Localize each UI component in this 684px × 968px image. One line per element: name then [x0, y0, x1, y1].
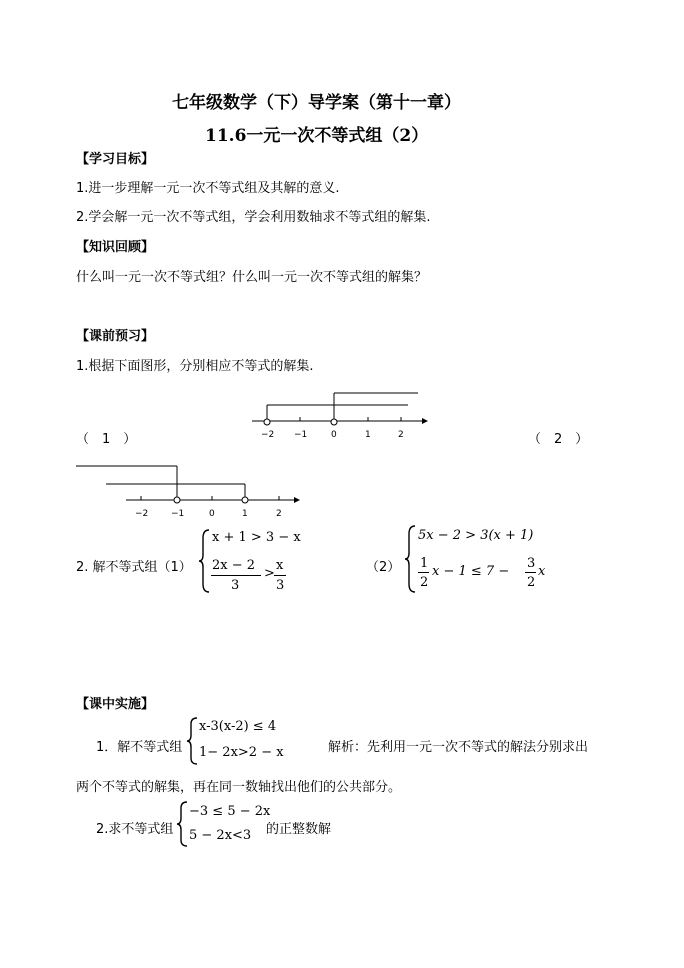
- number-line-figure-2: [76, 460, 306, 520]
- brace-icon: [404, 524, 416, 594]
- inclass-system1-line1: x-3(x-2) ≤ 4: [199, 719, 277, 734]
- inclass-question-2-prefix: 2.求不等式组: [96, 822, 174, 837]
- brace-icon: [176, 800, 188, 848]
- system2-line2-x: x: [538, 564, 546, 579]
- system2-frac-den: 2: [420, 575, 429, 590]
- figure-label-2: （ 2 ）: [528, 432, 589, 447]
- number-line-figure-1: [250, 385, 430, 445]
- axis1-tick-label: −2: [261, 430, 275, 440]
- inclass-heading: 【课中实施】: [76, 697, 155, 712]
- inclass-question-1-prefix: 1．解不等式组: [96, 740, 183, 755]
- system1-line1: x + 1 > 3 − x: [212, 530, 301, 545]
- system2-frac2-den: 2: [527, 575, 536, 590]
- system2-frac2-num: 3: [527, 556, 536, 571]
- axis2-tick-label: 1: [242, 509, 248, 519]
- inclass-hint: 解析：先利用一元一次不等式的解法分别求出: [328, 740, 589, 755]
- objective-item-1: 1.进一步理解一元一次不等式组及其解的意义.: [76, 181, 340, 196]
- axis2-tick-label: 0: [209, 509, 215, 519]
- system1-frac2-den: 3: [276, 578, 285, 593]
- inclass-system2-line1: −3 ≤ 5 − 2x: [189, 804, 271, 819]
- figure-label-1: （ 1 ）: [76, 432, 137, 447]
- system2-frac-num: 1: [420, 556, 429, 571]
- brace-icon: [186, 716, 198, 766]
- system2-line2-mid: x − 1 ≤ 7 −: [432, 564, 510, 579]
- inclass-system1-line2: 1− 2x>2 − x: [199, 745, 284, 760]
- system1-gt: >: [264, 566, 275, 581]
- system1-frac-num: 2x − 2: [212, 558, 256, 573]
- axis1-tick-label: 0: [331, 430, 337, 440]
- fraction-bar: [274, 575, 286, 576]
- axis1-tick-label: 2: [398, 430, 404, 440]
- objectives-heading: 【学习目标】: [76, 152, 155, 167]
- axis2-tick-label: 2: [276, 509, 282, 519]
- system2-line1: 5x − 2 > 3(x + 1): [418, 528, 534, 543]
- review-question: 什么叫一元一次不等式组？什么叫一元一次不等式组的解集？: [76, 270, 428, 285]
- fraction-bar: [418, 572, 429, 573]
- preview-heading: 【课前预习】: [76, 329, 155, 344]
- preview-question-1: 1.根据下面图形，分别相应不等式的解集.: [76, 359, 314, 374]
- fraction-bar: [525, 572, 536, 573]
- inclass-hint-cont: 两个不等式的解集，再在同一数轴找出他们的公共部分。: [76, 780, 402, 795]
- axis2-tick-label: −1: [171, 509, 185, 519]
- objective-item-2: 2.学会解一元一次不等式组，学会利用数轴求不等式组的解集.: [76, 210, 431, 225]
- preview-question-2-prefix: 2. 解不等式组（1）: [76, 560, 192, 575]
- axis1-tick-label: 1: [365, 430, 371, 440]
- brace-icon: [198, 528, 210, 594]
- system2-label: （2）: [366, 560, 401, 575]
- axis2-tick-label: −2: [135, 509, 149, 519]
- inclass-system2-line2: 5 − 2x<3: [189, 828, 252, 843]
- lesson-subtitle: 11.6一元一次不等式组（2）: [205, 126, 429, 146]
- axis1-tick-label: −1: [294, 430, 308, 440]
- page-title: 七年级数学（下）导学案（第十一章）: [172, 93, 461, 113]
- inclass-question-2-suffix: 的正整数解: [266, 822, 332, 837]
- review-heading: 【知识回顾】: [76, 240, 155, 255]
- system1-frac-den: 3: [231, 578, 240, 593]
- fraction-bar: [211, 575, 261, 576]
- system1-frac2-num: x: [276, 558, 284, 573]
